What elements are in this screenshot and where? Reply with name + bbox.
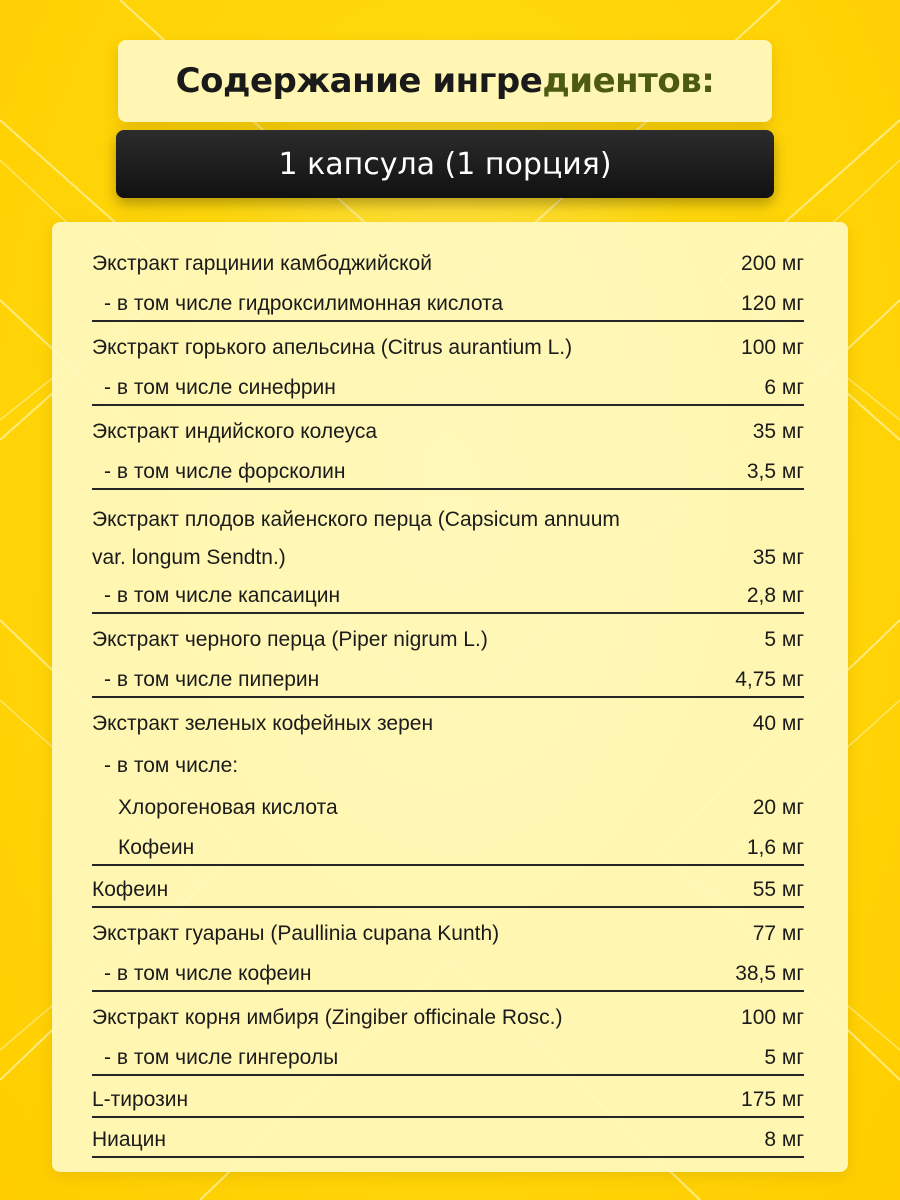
ingredient-row: [92, 538, 804, 574]
ingredient-amount: 4,75 мг: [735, 668, 804, 691]
ingredient-name: - в том числе кофеин: [104, 962, 312, 985]
ingredient-name: Ниацин: [92, 1128, 166, 1151]
serving-banner: [116, 130, 774, 198]
ingredient-amount: 8 мг: [764, 1128, 804, 1151]
ingredient-name: - в том числе капсаицин: [104, 584, 341, 607]
ingredient-row: [92, 286, 804, 322]
ingredient-amount: 35 мг: [752, 420, 804, 443]
ingredient-name: Экстракт горького апельсина (Citrus aurantium L.): [92, 336, 573, 359]
ingredient-name: Экстракт корня имбиря (Zingiber officinale Rosc.): [92, 1006, 563, 1029]
ingredient-row: [92, 412, 804, 448]
serving-size-label: 1 капсула (1 порция): [278, 146, 612, 182]
ingredient-row: [92, 454, 804, 490]
ingredient-amount: 55 мг: [752, 878, 804, 901]
ingredient-row: [92, 662, 804, 698]
title-accent: диентов:: [542, 61, 715, 101]
ingredient-amount: 40 мг: [752, 712, 804, 735]
ingredient-name: - в том числе пиперин: [104, 668, 320, 691]
ingredient-amount: 1,6 мг: [746, 836, 804, 859]
ingredient-name: Экстракт гарцинии камбоджийской: [92, 252, 432, 275]
ingredient-row: [92, 328, 804, 364]
ingredient-row: [92, 788, 804, 824]
ingredient-name: Экстракт зеленых кофейных зерен: [92, 712, 434, 735]
ingredient-row: [92, 496, 804, 536]
ingredient-row: [92, 1040, 804, 1076]
ingredient-amount: 5 мг: [764, 1046, 804, 1069]
ingredient-name: Кофеин: [118, 836, 195, 859]
ingredient-row: [92, 578, 804, 614]
ingredient-amount: 2,8 мг: [746, 584, 804, 607]
title-main: Содержание ингре: [175, 61, 543, 101]
ingredient-name: Хлорогеновая кислота: [118, 796, 338, 819]
ingredient-row: [92, 244, 804, 280]
ingredient-name: - в том числе форсколин: [104, 460, 346, 483]
ingredient-amount: 77 мг: [752, 922, 804, 945]
ingredient-name: - в том числе гидроксилимонная кислота: [104, 292, 504, 315]
ingredient-row: [92, 1082, 804, 1118]
title-banner: [118, 40, 772, 122]
ingredient-name: Кофеин: [92, 878, 169, 901]
ingredient-amount: 35 мг: [752, 546, 804, 569]
ingredient-name: Экстракт плодов кайенского перца (Capsicum annuum: [92, 508, 620, 531]
ingredient-row: [92, 914, 804, 950]
ingredient-amount: 6 мг: [764, 376, 804, 399]
ingredient-row: [92, 830, 804, 866]
ingredient-amount: 5 мг: [764, 628, 804, 651]
ingredient-name: Экстракт черного перца (Piper nigrum L.): [92, 628, 488, 651]
ingredient-row: [92, 872, 804, 908]
ingredient-name: L-тирозин: [92, 1088, 189, 1111]
ingredient-amount: 120 мг: [741, 292, 804, 315]
ingredient-name: Экстракт индийского колеуса: [92, 420, 378, 443]
ingredient-row: [92, 704, 804, 740]
ingredient-name: Экстракт гуараны (Paullinia cupana Kunth): [92, 922, 500, 945]
ingredient-amount: 100 мг: [741, 1006, 804, 1029]
ingredient-amount: 100 мг: [741, 336, 804, 359]
ingredient-row: [92, 746, 804, 782]
ingredient-amount: 175 мг: [741, 1088, 804, 1111]
ingredient-row: [92, 998, 804, 1034]
ingredient-row: [92, 1122, 804, 1158]
page-title: [176, 61, 715, 101]
ingredient-name: - в том числе гингеролы: [104, 1046, 339, 1069]
ingredient-name: var. longum Sendtn.): [92, 546, 286, 569]
ingredient-name: - в том числе:: [104, 754, 239, 777]
ingredient-amount: 3,5 мг: [746, 460, 804, 483]
ingredient-amount: 200 мг: [741, 252, 804, 275]
ingredient-amount: 38,5 мг: [735, 962, 804, 985]
ingredient-amount: 20 мг: [752, 796, 804, 819]
ingredient-name: - в том числе синефрин: [104, 376, 336, 399]
ingredient-row: [92, 620, 804, 656]
ingredient-row: [92, 956, 804, 992]
ingredient-row: [92, 370, 804, 406]
ingredients-panel: [52, 222, 848, 1172]
